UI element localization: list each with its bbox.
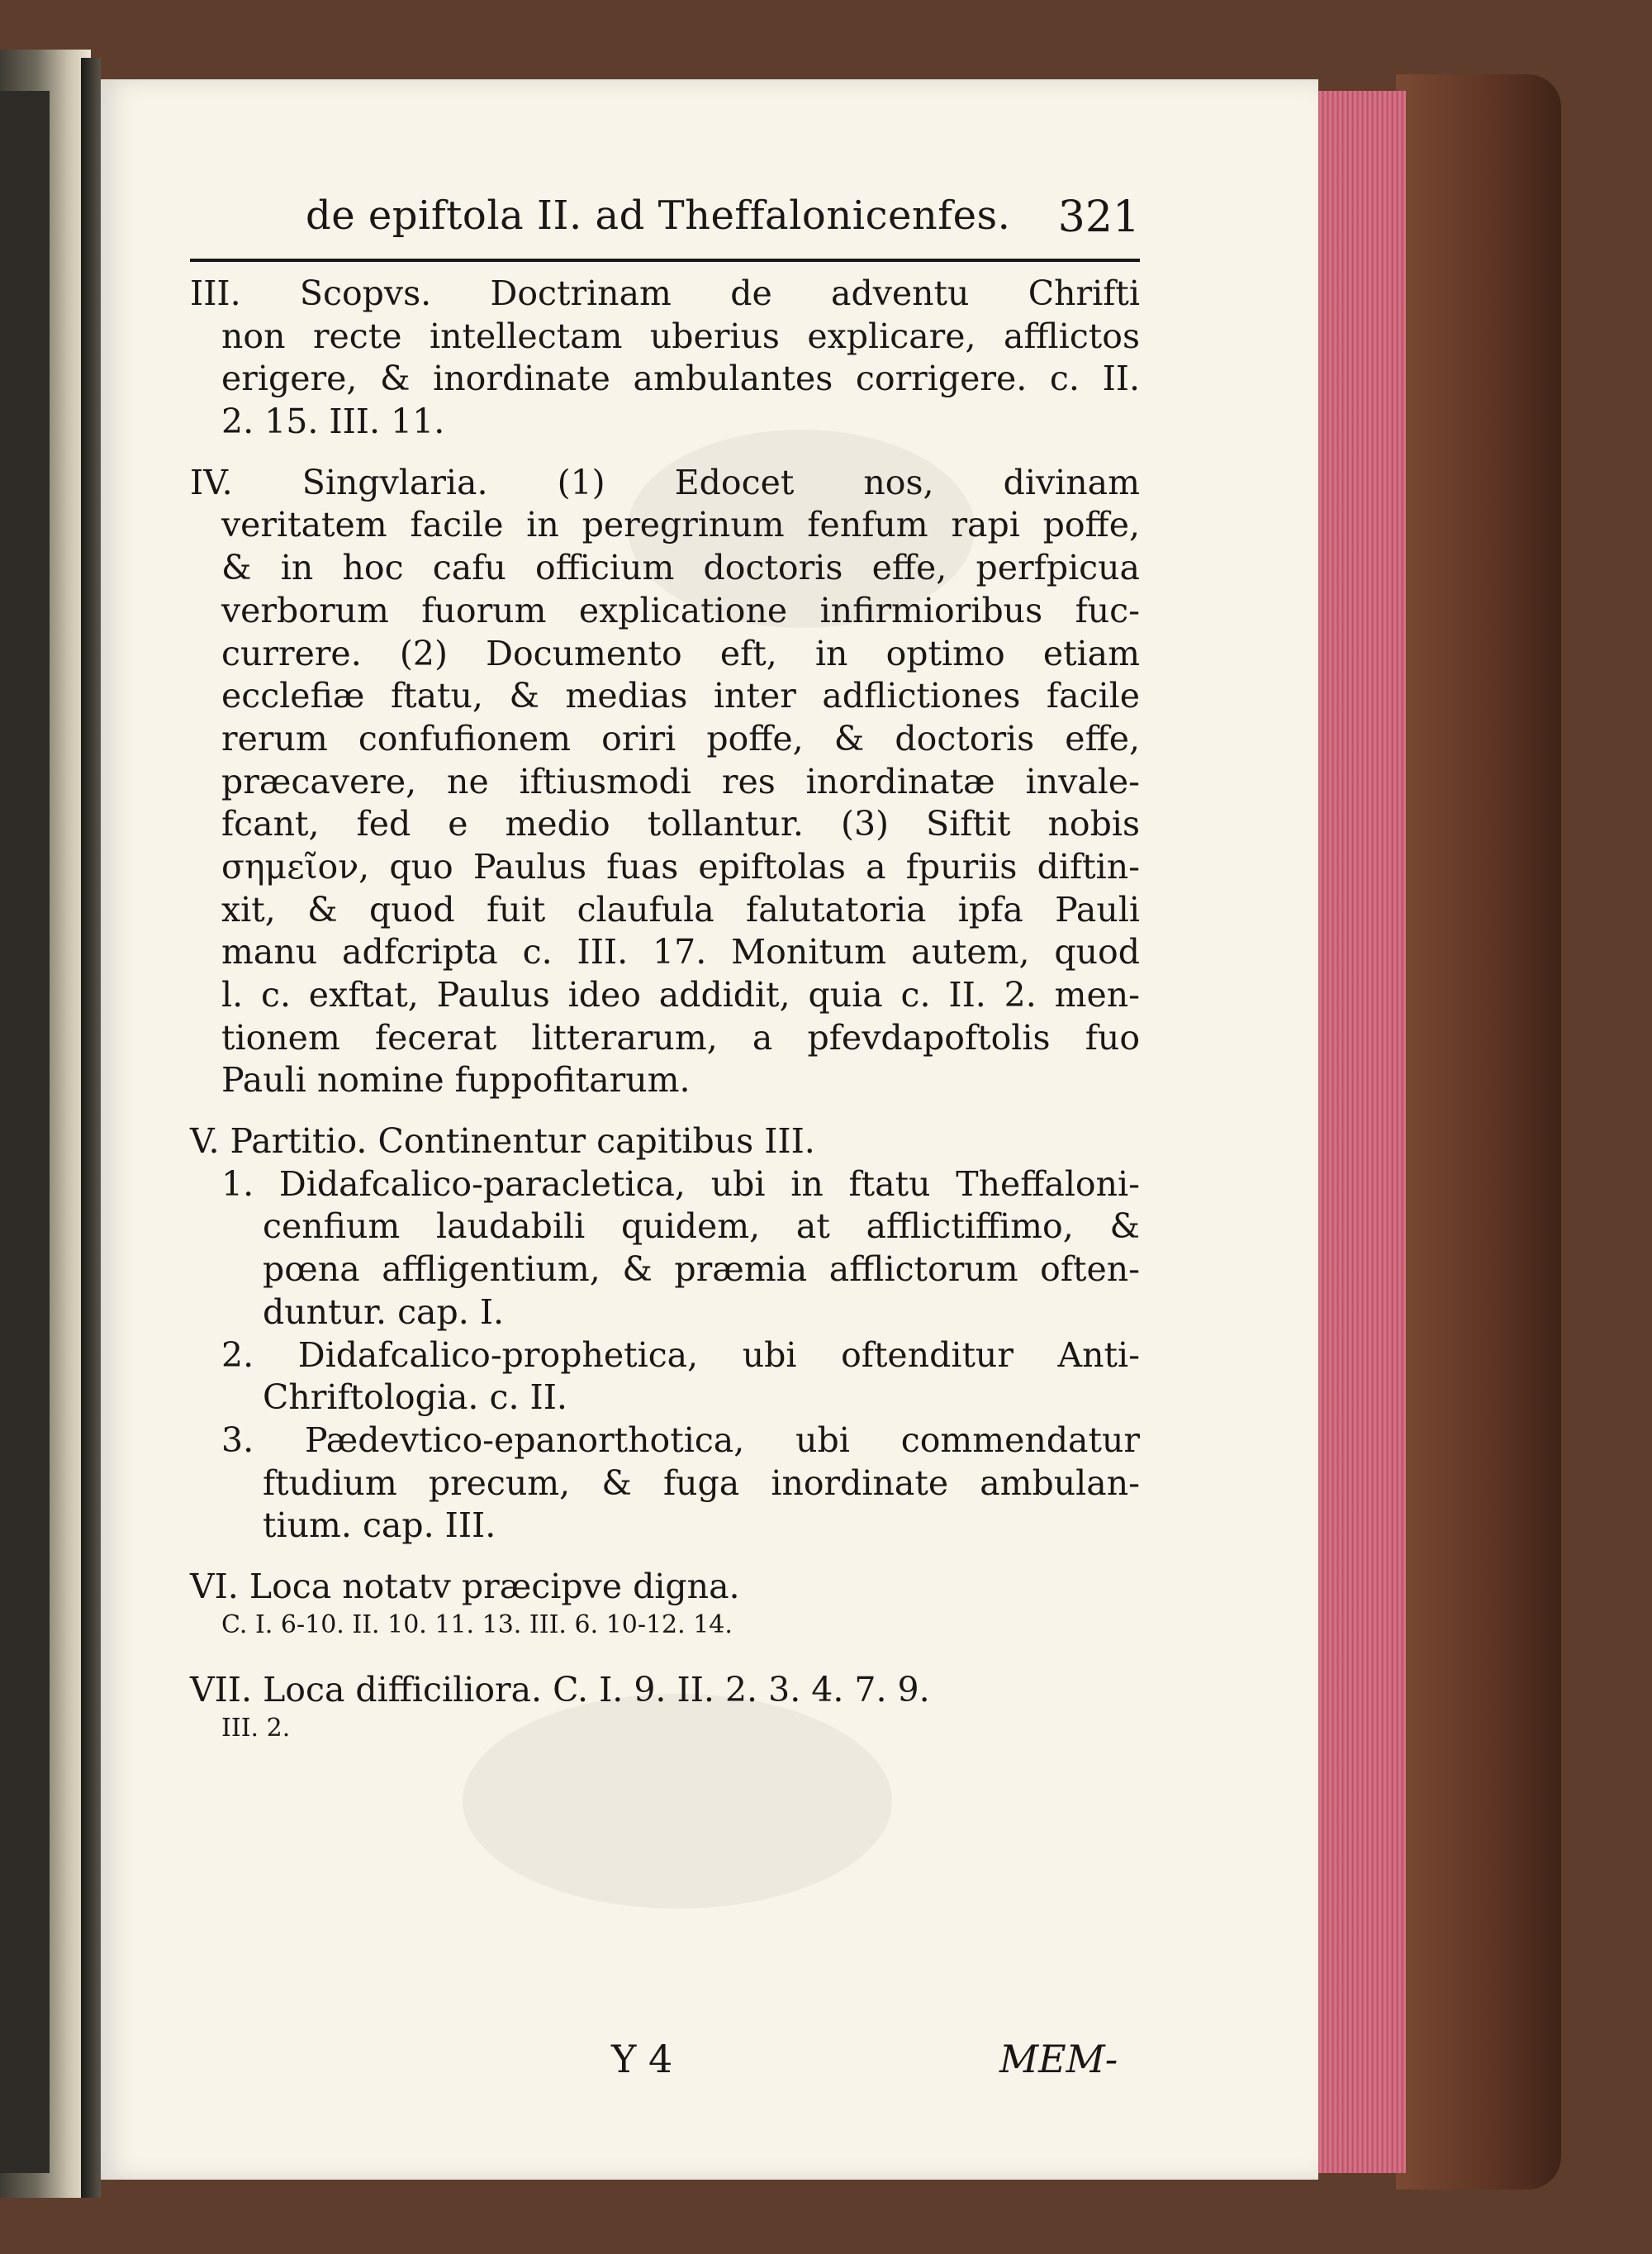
text-line: & in hoc cafu officium doctoris effe, perfpicua: [221, 548, 1140, 588]
book-spine-left: [0, 91, 50, 2173]
text-line: pœna affligentium, & præmia afflictorum often-: [263, 1249, 1140, 1290]
text-line: σημεῖον, quo Paulus fuas epiftolas a fpuriis diftin-: [221, 846, 1140, 887]
text-line: 2. Didafcalico-prophetica, ubi oftenditur Anti-: [221, 1334, 1140, 1375]
text-line: 1. Didafcalico-paracletica, ubi in ftatu Theffaloni-: [221, 1163, 1140, 1204]
text-line: rerum confufionem oriri poffe, & doctoris effe,: [221, 718, 1140, 758]
text-line: duntur. cap. I.: [263, 1291, 505, 1332]
section-loca-difficiliora: [190, 1669, 1140, 1754]
text-line: l. c. exftat, Paulus ideo addidit, quia c. II. 2. men-: [221, 975, 1140, 1015]
text-line: xit, & quod fuit claufula falutatoria ipfa Pauli: [221, 889, 1140, 930]
text-line: tionem fecerat litterarum, a pfevdapoftolis fuo: [221, 1017, 1140, 1058]
text-line: veritatem facile in peregrinum fenfum rapi poffe,: [221, 505, 1140, 545]
red-page-edges: [1318, 91, 1406, 2173]
section-scopus: [190, 273, 1140, 444]
text-line: non recte intellectam uberius explicare, afflictos: [221, 316, 1140, 356]
text-line: cenfium laudabili quidem, at afflictiffimo, &: [263, 1206, 1140, 1247]
text-line: ftudium precum, & fuga inordinate ambulan-: [263, 1462, 1140, 1503]
text-line: tium. cap. III.: [263, 1505, 496, 1546]
text-line: Pauli nomine fuppofitarum.: [221, 1060, 691, 1101]
page-body: [190, 273, 1140, 1755]
section-heading: VI. Loca notatv præcipve digna.: [190, 1566, 740, 1606]
signature-mark: Y 4: [611, 2037, 673, 2081]
text-line: præcavere, ne iftiusmodi res inordinatæ invale-: [221, 761, 1140, 801]
book-gutter: [81, 58, 101, 2198]
running-head-title: de epiftola II. ad Theffalonicenfes.: [306, 193, 1011, 239]
text-line: manu adfcripta c. III. 17. Monitum autem, quod: [221, 932, 1140, 972]
catchword: MEM-: [999, 2037, 1118, 2081]
section-partitio: [190, 1120, 1140, 1548]
book-cover-right: [1396, 74, 1561, 2190]
text-line: 3. Pædevtico-epanorthotica, ubi commendatur: [221, 1419, 1140, 1460]
section-heading: V. Partitio. Continentur capitibus III.: [190, 1121, 815, 1162]
header-rule: [190, 259, 1140, 262]
section-heading: VII. Loca difficiliora. C. I. 9. II. 2. 3. 4. 7. 9.: [190, 1670, 930, 1710]
section-singularia: [190, 462, 1140, 1102]
text-line: Chriftologia. c. II.: [263, 1377, 567, 1418]
text-line: verborum fuorum explicatione infirmioribus fuc-: [221, 590, 1140, 630]
section-loca-notatu: [190, 1566, 1140, 1651]
running-head: [190, 178, 1140, 240]
text-line: erigere, & inordinate ambulantes corrigere. c. II.: [221, 359, 1140, 399]
text-line: ecclefiæ ftatu, & medias inter adflictiones facile: [221, 676, 1140, 716]
text-line: currere. (2) Documento eft, in optimo etiam: [221, 633, 1140, 673]
text-line: III. Scopvs. Doctrinam de adventu Chrifti: [190, 273, 1140, 313]
text-line: 2. 15. III. 11.: [221, 402, 445, 442]
page-number: 321: [1057, 193, 1140, 242]
text-line: IV. Singvlaria. (1) Edocet nos, divinam: [190, 462, 1140, 502]
text-line: fcant, fed e medio tollantur. (3) Siftit nobis: [221, 804, 1140, 844]
text-line: C. I. 6-10. II. 10. 11. 13. III. 6. 10-12. 14.: [221, 1610, 733, 1639]
text-line: III. 2.: [221, 1714, 291, 1743]
